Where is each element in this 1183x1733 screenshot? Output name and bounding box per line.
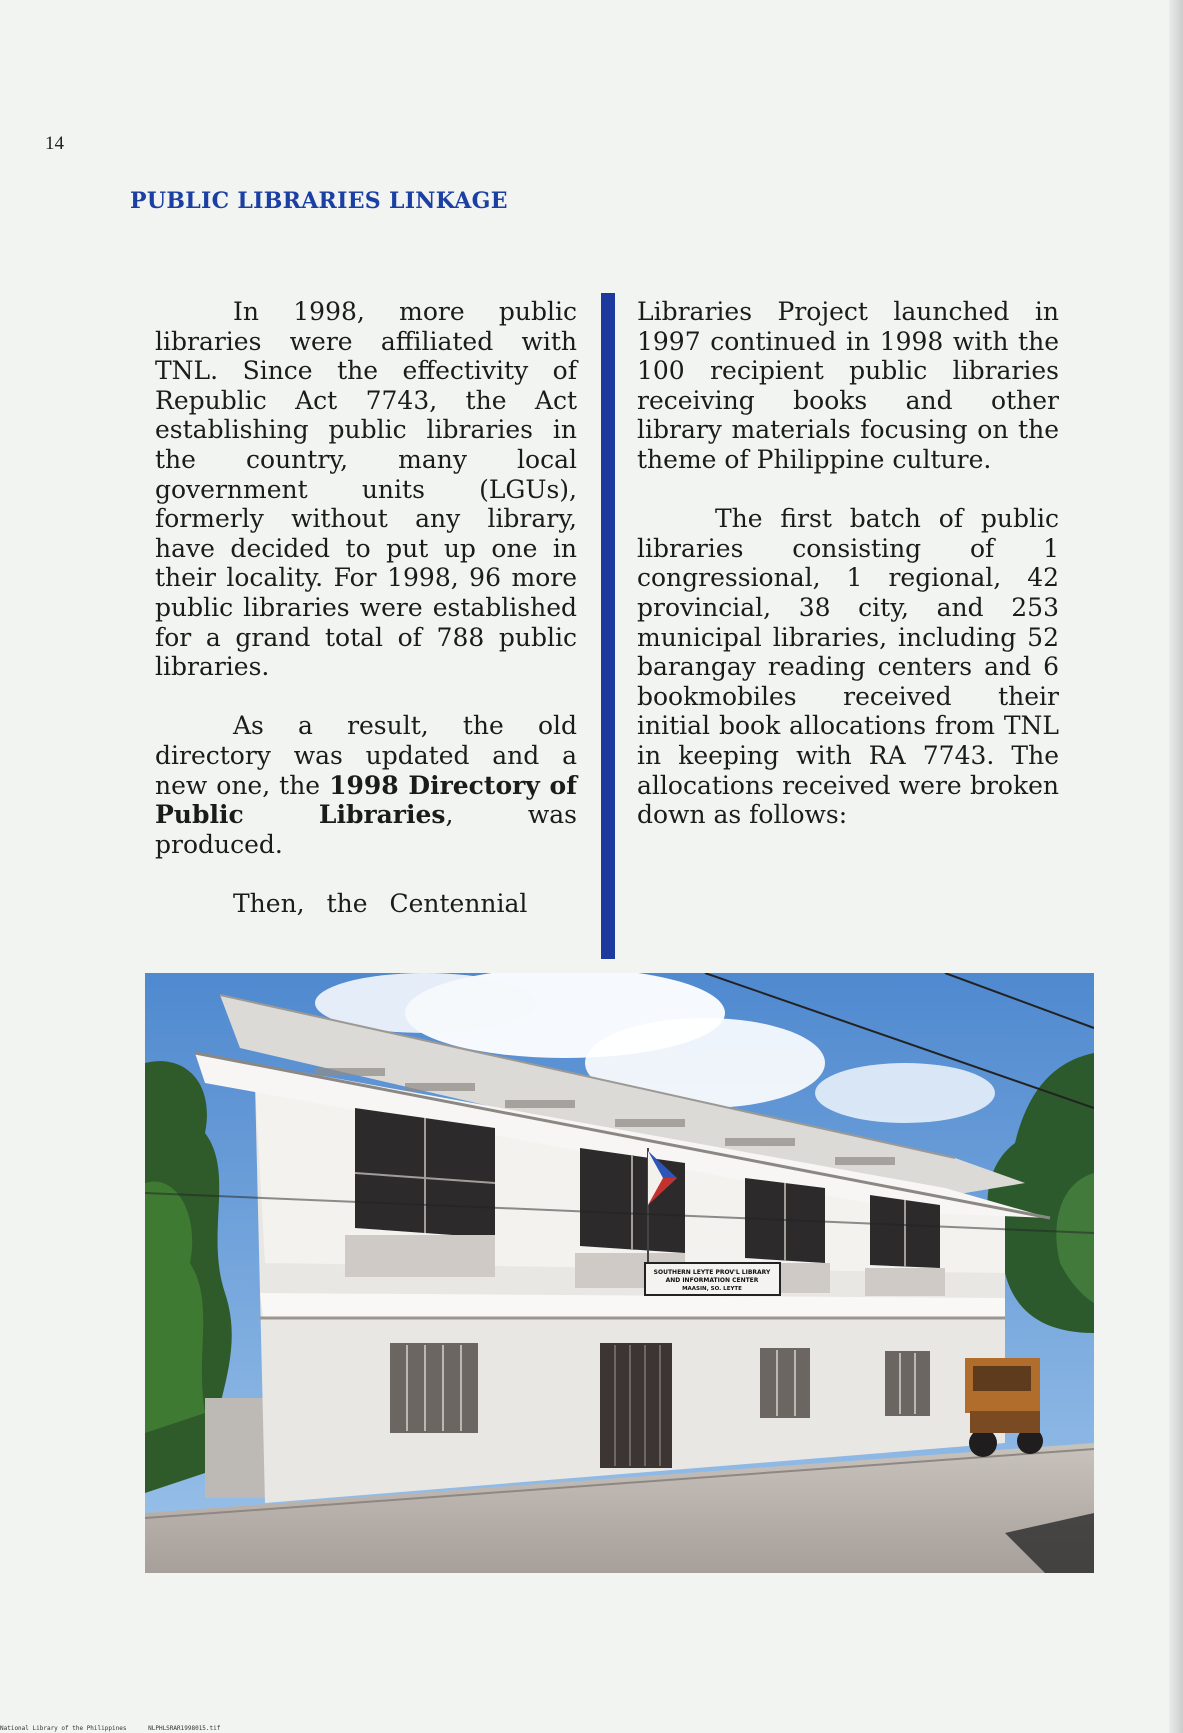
left-paragraph-3: Then, the Centennial (233, 888, 528, 918)
sign-line-3: MAASIN, SO. LEYTE (682, 1286, 742, 1292)
sign-line-2: AND INFORMATION CENTER (665, 1277, 759, 1284)
footer-source: National Library of the Philippines (0, 1725, 127, 1732)
footer-filename: NLPHLSRAR1998015.tif (148, 1725, 221, 1732)
sign-line-1: SOUTHERN LEYTE PROV'L LIBRARY (653, 1269, 771, 1276)
left-paragraph-2 (155, 711, 577, 859)
left-paragraph-2-start: As a result, the old directory was updated and a new one, the (155, 711, 577, 800)
library-building-photo (145, 973, 1094, 1573)
left-paragraph-1: In 1998, more public libraries were affiliated with TNL. Since the effectivity of Republic Act 7743, the Act establishing public libraries in the country, many local government units (LGUs), formerly without any library, have decided to put up one in their locality. For 1998, 96 more public libraries were established for a grand total of 788 public libraries. (155, 297, 577, 682)
page-edge-shadow (1169, 0, 1183, 1733)
right-paragraph-2: The first batch of public libraries consisting of 1 congressional, 1 regional, 42 provincial, 38 city, and 253 municipal libraries, including 52 barangay reading centers and 6 bookmobiles received their initial book allocations from TNL in keeping with RA 7743. The allocations received were broken down as follows: (637, 504, 1059, 830)
section-heading: PUBLIC LIBRARIES LINKAGE (130, 188, 508, 214)
left-text-column (155, 297, 577, 918)
right-paragraph-1: Libraries Project launched in 1997 continued in 1998 with the 100 recipient public libraries receiving books and other library materials focusing on the theme of Philippine culture. (637, 297, 1059, 474)
page-number: 14 (45, 133, 64, 154)
column-divider (601, 293, 615, 959)
right-text-column (637, 297, 1059, 830)
scan-footer (0, 1725, 220, 1732)
directory-title: 1998 Directory of Public Libraries (155, 770, 577, 830)
left-paragraph-2-end: , was produced. (155, 800, 578, 859)
